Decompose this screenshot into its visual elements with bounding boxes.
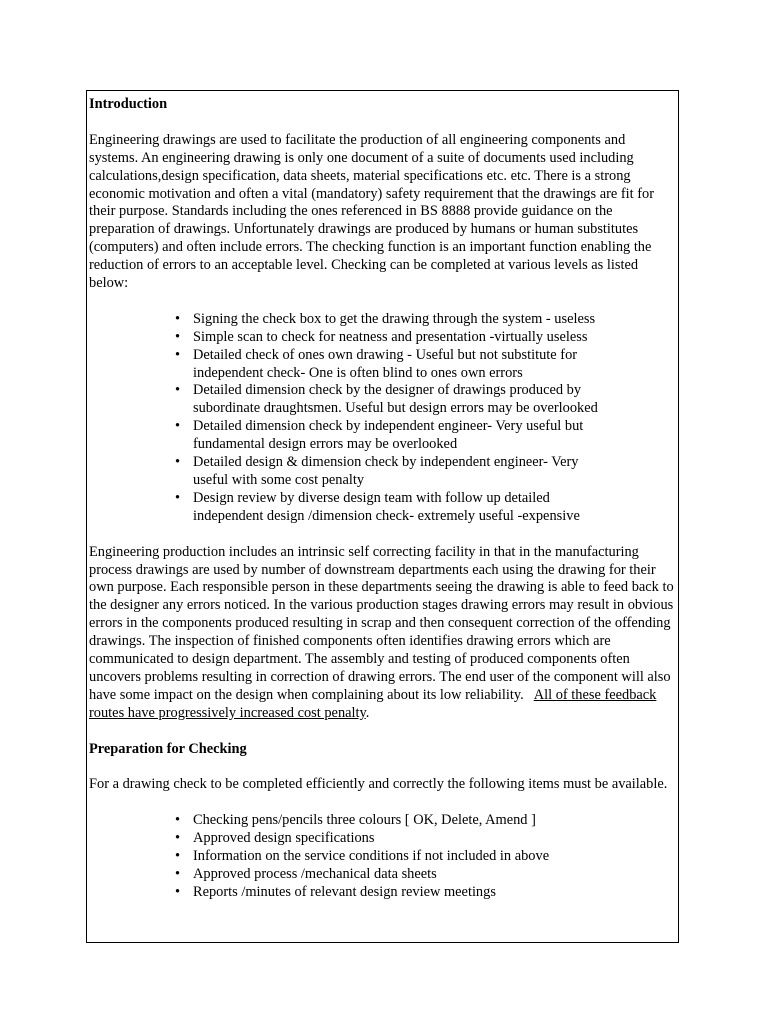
list-item: • Approved design specifications	[89, 830, 605, 848]
preparation-items-list	[89, 812, 676, 902]
production-text: Engineering production includes an intrinsic self correcting facility in that in the manufacturing process drawings are used by number of downstream departments each using the drawing for their own purpose. Each responsible person in these departments seeing the drawing is able to feed back to the designer any errors noticed. In the various production stages drawing errors may result in obvious errors in the components produced resulting in scrap and then consequent correction of the offending drawings. The inspection of finished components often identifies drawing errors which are communicated to design department. The assembly and testing of produced components often uncovers problems resulting in correction of drawing errors. The end user of the component will also have some impact on the design when complaining about its low reliability.	[89, 543, 674, 703]
preparation-heading: Preparation for Checking	[89, 740, 247, 757]
preparation-paragraph: For a drawing check to be completed efficiently and correctly the following items must be available.	[89, 776, 668, 793]
list-item: • Simple scan to check for neatness and presentation -virtually useless	[89, 329, 605, 347]
introduction-paragraph: Engineering drawings are used to facilitate the production of all engineering components and systems. An engineering drawing is only one document of a suite of documents used including calculations,design specification, data sheets, material specifications etc. etc. There is a strong economic motivation and often a vital (mandatory) safety requirement that the drawings are fit for their purpose. Standards including the ones referenced in BS 8888 provide guidance on the preparation of drawings. Unfortunately drawings are produced by humans or human substitutes (computers) and often include errors. The checking function is an important function enabling the reduction of errors to an acceptable level. Checking can be completed at various levels as listed below:	[89, 131, 655, 292]
list-item: • Detailed dimension check by the designer of drawings produced by subordinate draughtsmen. Useful but design errors may be overlooked	[89, 382, 605, 418]
list-item: • Checking pens/pencils three colours [ OK, Delete, Amend ]	[89, 812, 605, 830]
introduction-heading: Introduction	[89, 96, 168, 112]
list-item: • Detailed dimension check by independent engineer- Very useful but fundamental design errors may be overlooked	[89, 418, 605, 454]
check-levels-list	[89, 311, 676, 526]
list-item: • Reports /minutes of relevant design review meetings	[89, 884, 605, 902]
list-item: • Design review by diverse design team with follow up detailed independent design /dimension check- extremely useful -expensive	[89, 490, 605, 526]
document-frame	[86, 90, 679, 943]
production-end: .	[365, 704, 370, 721]
document-content	[89, 96, 676, 902]
list-item: • Detailed design & dimension check by independent engineer- Very useful with some cost penalty	[89, 454, 605, 490]
production-paragraph	[89, 544, 676, 723]
list-item: • Information on the service conditions if not included in above	[89, 848, 605, 866]
list-item: • Signing the check box to get the drawing through the system - useless	[89, 311, 605, 329]
cost-penalty-note: All of these feedback routes have progressively increased cost penalty	[89, 686, 657, 721]
list-item: • Approved process /mechanical data sheets	[89, 866, 605, 884]
list-item: • Detailed check of ones own drawing - Useful but not substitute for independent check- One is often blind to ones own errors	[89, 347, 605, 383]
